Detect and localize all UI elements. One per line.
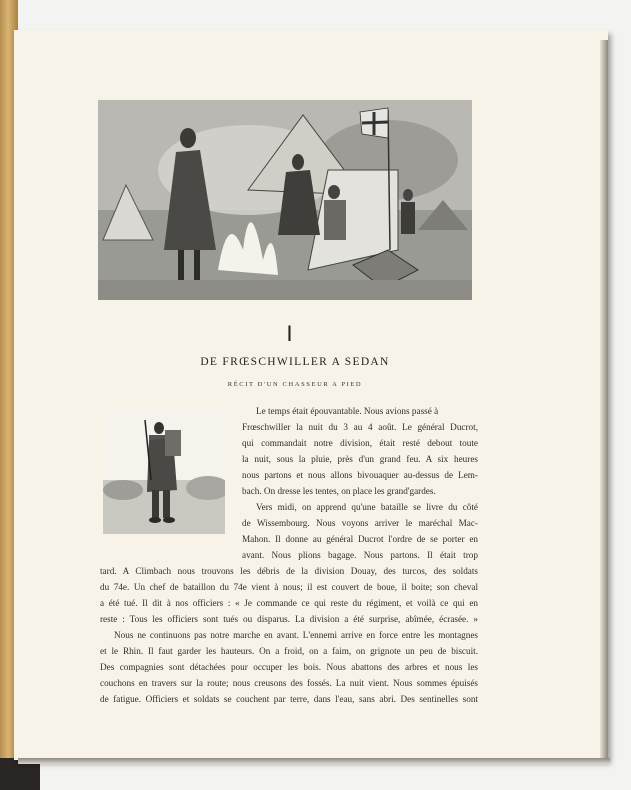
text-line: de fatigue. Officiers et soldats se couchent par terre, dans l'eau, sans abri. Des sentinelles sont: [100, 694, 478, 704]
text-line: Des compagnies sont détachées pour occuper les bois. Nous abattons des arbres et nous les: [100, 662, 478, 672]
page-edge: [600, 40, 608, 758]
soldier-illustration: [103, 410, 225, 534]
text-line: Mahon. Il donne au général Ducrot l'ordre de se porter en: [242, 534, 478, 544]
text-line: la nuit, sous la pluie, près d'un grand feu. A six heures: [242, 454, 478, 464]
text-line: Frœschwiller la nuit du 3 au 4 août. Le général Ducrot,: [242, 422, 478, 432]
text-line: qui commandait notre division, était resté debout toute: [242, 438, 478, 448]
text-line: Le temps était épouvantable. Nous avions passé à: [256, 406, 439, 416]
text-line: tard. A Climbach nous trouvons les débris de la division Douay, des turcos, des soldats: [100, 566, 478, 576]
text-line: bach. On dresse les tentes, on place les grand'gardes.: [242, 486, 436, 496]
text-line: du 74e. Un chef de bataillon du 74e vient à nous; il est couvert de boue, il boite; son cheval: [100, 582, 478, 592]
text-line: et le Rhin. Il faut garder les hauteurs. On a froid, on a faim, on grignote un peu de biscuit.: [100, 646, 478, 656]
text-line: reste : Tous les officiers sont tués ou disparus. La division a été surprise, abîmée, écrasée. »: [100, 614, 478, 624]
chapter-number: I: [286, 322, 294, 346]
text-line: de Wissembourg. Nous voyons arriver le maréchal Mac-: [242, 518, 478, 528]
text-line: a été tué. Il dit à nos officiers : « Je commande ce qui reste du régiment, et voilà ce qui en: [100, 598, 478, 608]
text-line: Nous ne continuons pas notre marche en avant. L'ennemi arrive en force entre les montagnes: [114, 630, 478, 640]
chapter-title: DE FRŒSCHWILLER A SEDAN: [200, 356, 390, 368]
text-line: nous partons et nous allons bivouaquer au-dessus de Lem-: [242, 470, 478, 480]
text-line: couchons en travers sur la route; nous creusons des fossés. La nuit vient. Nous sommes épuisés: [100, 678, 478, 688]
text-line: Vers midi, on apprend qu'une bataille se livre du côté: [256, 502, 478, 512]
page-shadow: [18, 758, 610, 764]
chapter-subtitle: RÉCIT D'UN CHASSEUR A PIED: [227, 381, 363, 388]
text-line: avant. Nous plions bagage. Nous partons. Il était trop: [242, 550, 478, 560]
camp-illustration: [98, 100, 472, 300]
